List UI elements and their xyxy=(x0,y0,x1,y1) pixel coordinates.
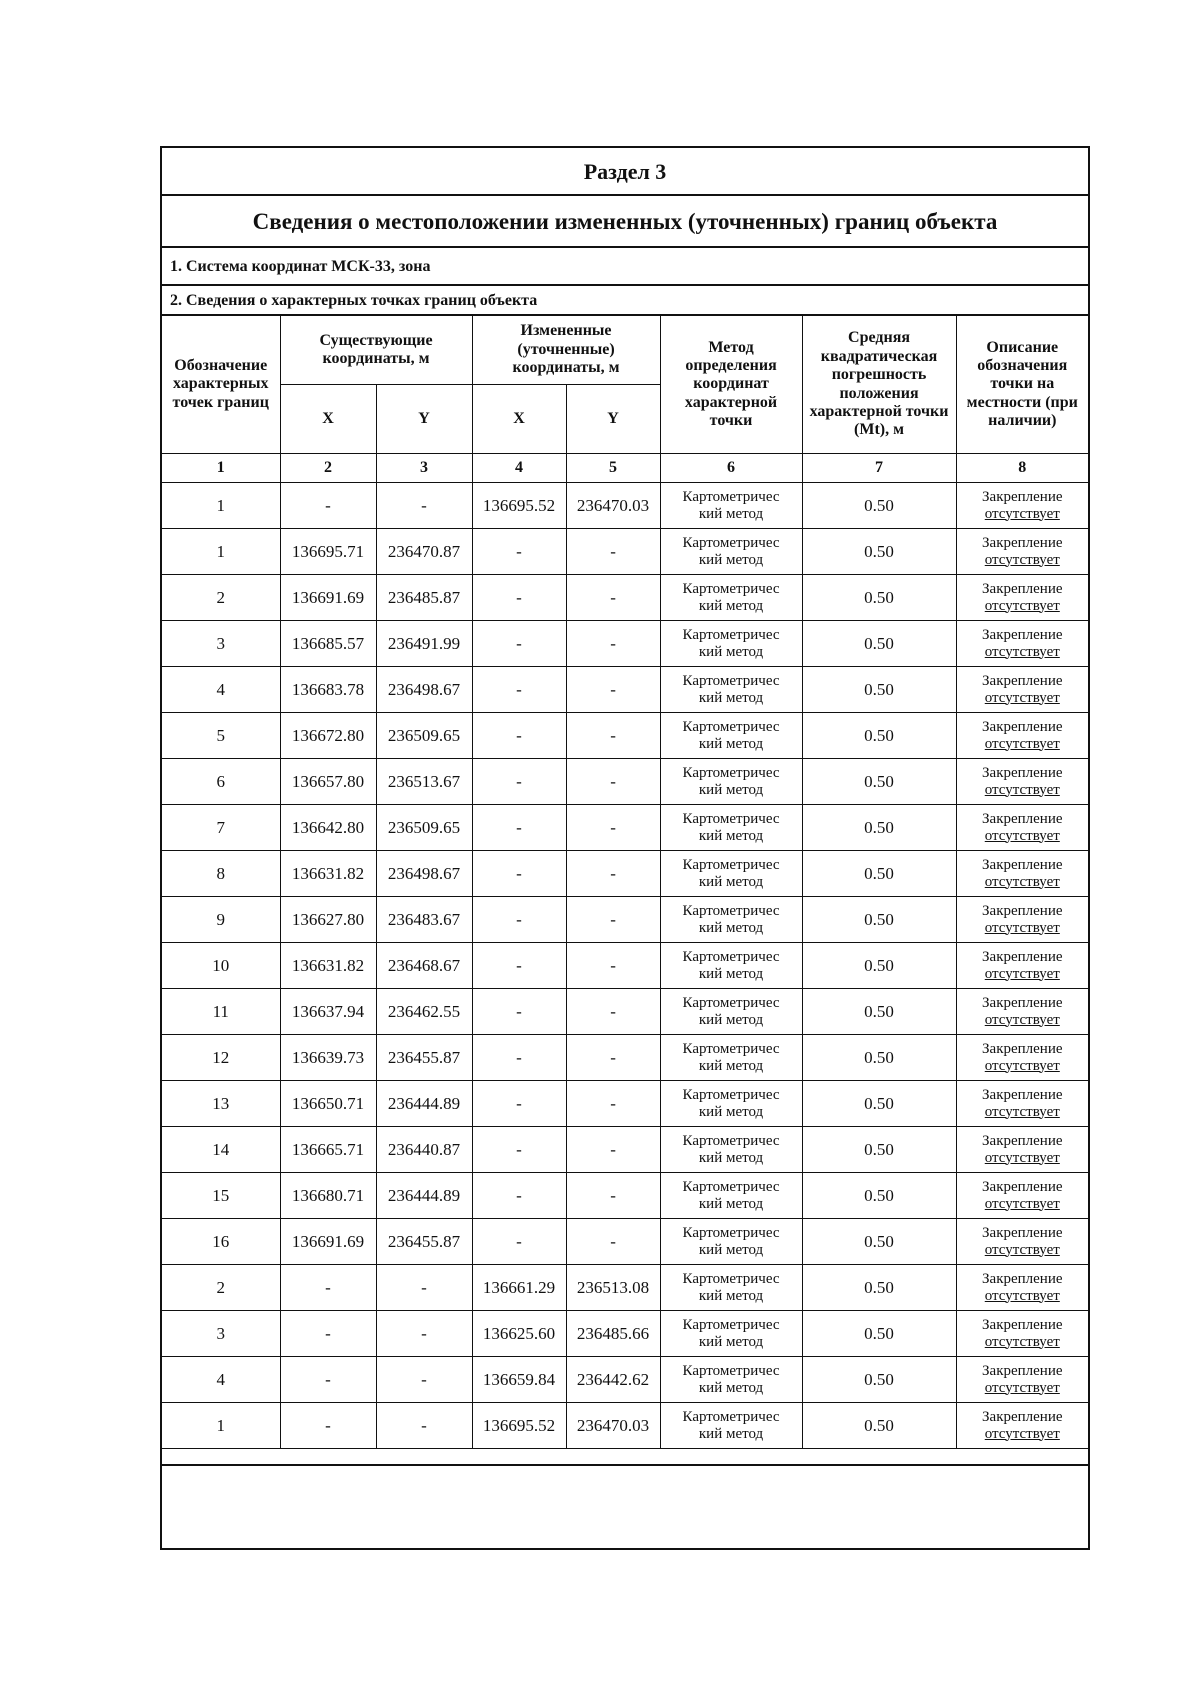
method-line-2: кий метод xyxy=(698,1425,764,1442)
changed-x-cell: 136695.52 xyxy=(472,483,566,529)
existing-x-cell: 136637.94 xyxy=(280,989,376,1035)
existing-y-cell: - xyxy=(376,1403,472,1449)
description-line-1: Закрепление xyxy=(982,765,1063,781)
method-line-2: кий метод xyxy=(698,965,764,982)
method-line-2: кий метод xyxy=(698,735,764,752)
existing-x-cell: 136650.71 xyxy=(280,1081,376,1127)
error-cell: 0.50 xyxy=(802,1127,956,1173)
table-row xyxy=(162,621,1088,667)
section-title: Раздел 3 xyxy=(162,148,1088,196)
method-line-2: кий метод xyxy=(698,1333,764,1350)
header-changed-y: Y xyxy=(566,385,660,454)
method-line-2: кий метод xyxy=(698,827,764,844)
changed-x-cell: 136695.52 xyxy=(472,1403,566,1449)
description-cell xyxy=(956,1081,1088,1127)
description-line-1: Закрепление xyxy=(982,673,1063,689)
method-line-2: кий метод xyxy=(698,551,764,568)
description-line-2: отсутствует xyxy=(984,643,1060,660)
point-designation-cell: 15 xyxy=(162,1173,280,1219)
changed-y-cell: - xyxy=(566,989,660,1035)
method-line-2: кий метод xyxy=(698,919,764,936)
description-cell xyxy=(956,759,1088,805)
description-cell xyxy=(956,1219,1088,1265)
table-row xyxy=(162,1035,1088,1081)
description-cell xyxy=(956,1265,1088,1311)
table-row xyxy=(162,1173,1088,1219)
table-row xyxy=(162,1311,1088,1357)
method-line-1: Картометричес xyxy=(682,1179,780,1195)
section-subtitle: Сведения о местоположении измененных (уточненных) границ объекта xyxy=(162,196,1088,248)
table-row xyxy=(162,759,1088,805)
changed-y-cell: 236485.66 xyxy=(566,1311,660,1357)
existing-y-cell: 236491.99 xyxy=(376,621,472,667)
table-row xyxy=(162,575,1088,621)
changed-y-cell: 236470.03 xyxy=(566,483,660,529)
method-line-2: кий метод xyxy=(698,1379,764,1396)
changed-x-cell: - xyxy=(472,713,566,759)
method-line-1: Картометричес xyxy=(682,857,780,873)
description-cell xyxy=(956,1403,1088,1449)
method-line-1: Картометричес xyxy=(682,719,780,735)
existing-y-cell: 236468.67 xyxy=(376,943,472,989)
changed-y-cell: - xyxy=(566,943,660,989)
existing-x-cell: 136683.78 xyxy=(280,667,376,713)
table-row xyxy=(162,1265,1088,1311)
method-line-1: Картометричес xyxy=(682,765,780,781)
method-line-1: Картометричес xyxy=(682,1225,780,1241)
description-line-1: Закрепление xyxy=(982,995,1063,1011)
description-line-2: отсутствует xyxy=(984,1149,1060,1166)
description-line-2: отсутствует xyxy=(984,1057,1060,1074)
description-cell xyxy=(956,713,1088,759)
method-cell xyxy=(660,1173,802,1219)
description-line-2: отсутствует xyxy=(984,1379,1060,1396)
changed-y-cell: - xyxy=(566,529,660,575)
method-line-1: Картометричес xyxy=(682,811,780,827)
method-cell xyxy=(660,1081,802,1127)
existing-x-cell: 136631.82 xyxy=(280,851,376,897)
changed-x-cell: - xyxy=(472,943,566,989)
existing-x-cell: 136672.80 xyxy=(280,713,376,759)
changed-y-cell: - xyxy=(566,805,660,851)
existing-y-cell: - xyxy=(376,1357,472,1403)
method-cell xyxy=(660,943,802,989)
description-cell xyxy=(956,529,1088,575)
existing-x-cell: 136691.69 xyxy=(280,1219,376,1265)
method-cell xyxy=(660,1035,802,1081)
method-cell xyxy=(660,759,802,805)
description-line-2: отсутствует xyxy=(984,873,1060,890)
existing-y-cell: 236513.67 xyxy=(376,759,472,805)
existing-y-cell: 236444.89 xyxy=(376,1173,472,1219)
changed-y-cell: - xyxy=(566,1035,660,1081)
method-line-1: Картометричес xyxy=(682,673,780,689)
header-existing-coords: Существующие координаты, м xyxy=(280,316,472,385)
point-designation-cell: 4 xyxy=(162,667,280,713)
description-line-1: Закрепление xyxy=(982,1087,1063,1103)
description-line-2: отсутствует xyxy=(984,827,1060,844)
error-cell: 0.50 xyxy=(802,989,956,1035)
method-line-2: кий метод xyxy=(698,873,764,890)
table-row xyxy=(162,667,1088,713)
method-cell xyxy=(660,989,802,1035)
method-line-2: кий метод xyxy=(698,1287,764,1304)
column-number: 5 xyxy=(566,454,660,483)
error-cell: 0.50 xyxy=(802,1035,956,1081)
existing-x-cell: - xyxy=(280,1265,376,1311)
method-line-1: Картометричес xyxy=(682,949,780,965)
description-line-2: отсутствует xyxy=(984,1103,1060,1120)
description-cell xyxy=(956,1311,1088,1357)
method-line-1: Картометричес xyxy=(682,995,780,1011)
changed-y-cell: - xyxy=(566,1219,660,1265)
error-cell: 0.50 xyxy=(802,529,956,575)
method-line-2: кий метод xyxy=(698,1241,764,1258)
error-cell: 0.50 xyxy=(802,1403,956,1449)
error-cell: 0.50 xyxy=(802,621,956,667)
existing-y-cell: 236509.65 xyxy=(376,805,472,851)
error-cell: 0.50 xyxy=(802,1081,956,1127)
existing-y-cell: 236509.65 xyxy=(376,713,472,759)
description-line-1: Закрепление xyxy=(982,1041,1063,1057)
error-cell: 0.50 xyxy=(802,483,956,529)
existing-x-cell: - xyxy=(280,1357,376,1403)
existing-x-cell: 136680.71 xyxy=(280,1173,376,1219)
method-line-1: Картометричес xyxy=(682,1041,780,1057)
description-line-2: отсутствует xyxy=(984,919,1060,936)
changed-x-cell: - xyxy=(472,989,566,1035)
existing-y-cell: 236498.67 xyxy=(376,851,472,897)
method-cell xyxy=(660,621,802,667)
header-changed-x: X xyxy=(472,385,566,454)
existing-x-cell: 136639.73 xyxy=(280,1035,376,1081)
description-line-1: Закрепление xyxy=(982,1409,1063,1425)
coordinate-system-line: 1. Система координат МСК-33, зона xyxy=(162,248,1088,286)
description-cell xyxy=(956,805,1088,851)
header-changed-coords: Измененные (уточненные) координаты, м xyxy=(472,316,660,385)
existing-y-cell: 236444.89 xyxy=(376,1081,472,1127)
method-cell xyxy=(660,897,802,943)
description-cell xyxy=(956,621,1088,667)
point-designation-cell: 1 xyxy=(162,529,280,575)
method-cell xyxy=(660,667,802,713)
error-cell: 0.50 xyxy=(802,759,956,805)
point-designation-cell: 11 xyxy=(162,989,280,1035)
header-existing-x: X xyxy=(280,385,376,454)
table-row xyxy=(162,1219,1088,1265)
description-cell xyxy=(956,1035,1088,1081)
column-number: 7 xyxy=(802,454,956,483)
table-row xyxy=(162,805,1088,851)
method-line-2: кий метод xyxy=(698,1149,764,1166)
error-cell: 0.50 xyxy=(802,1265,956,1311)
table-row xyxy=(162,483,1088,529)
point-designation-cell: 10 xyxy=(162,943,280,989)
existing-y-cell: - xyxy=(376,1265,472,1311)
point-designation-cell: 12 xyxy=(162,1035,280,1081)
changed-y-cell: - xyxy=(566,1081,660,1127)
changed-y-cell: - xyxy=(566,713,660,759)
points-table-body xyxy=(162,483,1088,1449)
method-cell xyxy=(660,1403,802,1449)
changed-x-cell: - xyxy=(472,1173,566,1219)
method-line-2: кий метод xyxy=(698,1103,764,1120)
changed-x-cell: - xyxy=(472,759,566,805)
description-cell xyxy=(956,1127,1088,1173)
description-line-1: Закрепление xyxy=(982,1363,1063,1379)
method-line-1: Картометричес xyxy=(682,581,780,597)
changed-x-cell: - xyxy=(472,621,566,667)
existing-y-cell: 236440.87 xyxy=(376,1127,472,1173)
point-designation-cell: 1 xyxy=(162,1403,280,1449)
point-designation-cell: 3 xyxy=(162,1311,280,1357)
header-method: Метод определения координат характерной точки xyxy=(660,316,802,454)
method-line-2: кий метод xyxy=(698,643,764,660)
changed-y-cell: - xyxy=(566,575,660,621)
description-cell xyxy=(956,943,1088,989)
existing-y-cell: 236455.87 xyxy=(376,1219,472,1265)
point-designation-cell: 1 xyxy=(162,483,280,529)
changed-y-cell: - xyxy=(566,621,660,667)
point-designation-cell: 14 xyxy=(162,1127,280,1173)
method-cell xyxy=(660,851,802,897)
description-line-1: Закрепление xyxy=(982,1271,1063,1287)
description-line-1: Закрепление xyxy=(982,903,1063,919)
changed-y-cell: - xyxy=(566,1173,660,1219)
changed-x-cell: - xyxy=(472,575,566,621)
points-caption: 2. Сведения о характерных точках границ объекта xyxy=(162,286,1088,316)
header-error: Средняя квадратическая погрешность положения характерной точки (Mt), м xyxy=(802,316,956,454)
point-designation-cell: 3 xyxy=(162,621,280,667)
existing-x-cell: 136665.71 xyxy=(280,1127,376,1173)
error-cell: 0.50 xyxy=(802,897,956,943)
description-line-2: отсутствует xyxy=(984,1287,1060,1304)
table-row xyxy=(162,529,1088,575)
description-line-2: отсутствует xyxy=(984,597,1060,614)
existing-y-cell: 236485.87 xyxy=(376,575,472,621)
existing-y-cell: 236455.87 xyxy=(376,1035,472,1081)
description-line-1: Закрепление xyxy=(982,1317,1063,1333)
existing-y-cell: 236498.67 xyxy=(376,667,472,713)
changed-y-cell: - xyxy=(566,667,660,713)
method-cell xyxy=(660,713,802,759)
point-designation-cell: 8 xyxy=(162,851,280,897)
description-line-2: отсутствует xyxy=(984,1195,1060,1212)
changed-x-cell: - xyxy=(472,805,566,851)
method-line-2: кий метод xyxy=(698,1057,764,1074)
description-line-1: Закрепление xyxy=(982,1225,1063,1241)
error-cell: 0.50 xyxy=(802,943,956,989)
changed-x-cell: - xyxy=(472,897,566,943)
method-line-1: Картометричес xyxy=(682,627,780,643)
method-line-1: Картометричес xyxy=(682,535,780,551)
error-cell: 0.50 xyxy=(802,1173,956,1219)
point-designation-cell: 7 xyxy=(162,805,280,851)
existing-x-cell: 136685.57 xyxy=(280,621,376,667)
table-row xyxy=(162,1127,1088,1173)
method-line-1: Картометричес xyxy=(682,1133,780,1149)
description-cell xyxy=(956,897,1088,943)
error-cell: 0.50 xyxy=(802,667,956,713)
description-cell xyxy=(956,483,1088,529)
description-line-2: отсутствует xyxy=(984,1011,1060,1028)
point-designation-cell: 4 xyxy=(162,1357,280,1403)
method-line-2: кий метод xyxy=(698,1195,764,1212)
method-line-1: Картометричес xyxy=(682,1087,780,1103)
document-sheet xyxy=(160,146,1090,1550)
method-cell xyxy=(660,1357,802,1403)
error-cell: 0.50 xyxy=(802,805,956,851)
error-cell: 0.50 xyxy=(802,575,956,621)
method-line-1: Картометричес xyxy=(682,1317,780,1333)
method-line-1: Картометричес xyxy=(682,1363,780,1379)
method-cell xyxy=(660,575,802,621)
changed-y-cell: - xyxy=(566,759,660,805)
method-cell xyxy=(660,1265,802,1311)
characteristic-points-table xyxy=(162,316,1088,1449)
existing-y-cell: 236462.55 xyxy=(376,989,472,1035)
table-row xyxy=(162,897,1088,943)
existing-x-cell: 136695.71 xyxy=(280,529,376,575)
column-number: 1 xyxy=(162,454,280,483)
method-cell xyxy=(660,529,802,575)
method-cell xyxy=(660,805,802,851)
method-line-2: кий метод xyxy=(698,781,764,798)
method-line-1: Картометричес xyxy=(682,1409,780,1425)
table-row xyxy=(162,1357,1088,1403)
existing-x-cell: 136691.69 xyxy=(280,575,376,621)
point-designation-cell: 16 xyxy=(162,1219,280,1265)
description-cell xyxy=(956,851,1088,897)
column-number: 6 xyxy=(660,454,802,483)
existing-x-cell: - xyxy=(280,483,376,529)
error-cell: 0.50 xyxy=(802,713,956,759)
column-number: 8 xyxy=(956,454,1088,483)
changed-x-cell: - xyxy=(472,667,566,713)
method-line-1: Картометричес xyxy=(682,903,780,919)
description-line-1: Закрепление xyxy=(982,627,1063,643)
changed-x-cell: - xyxy=(472,851,566,897)
header-designation: Обозначение характерных точек границ xyxy=(162,316,280,454)
description-line-1: Закрепление xyxy=(982,535,1063,551)
description-line-2: отсутствует xyxy=(984,1241,1060,1258)
point-designation-cell: 13 xyxy=(162,1081,280,1127)
changed-y-cell: - xyxy=(566,1127,660,1173)
description-line-1: Закрепление xyxy=(982,719,1063,735)
method-line-1: Картометричес xyxy=(682,489,780,505)
changed-y-cell: 236442.62 xyxy=(566,1357,660,1403)
method-line-1: Картометричес xyxy=(682,1271,780,1287)
description-cell xyxy=(956,667,1088,713)
existing-x-cell: 136657.80 xyxy=(280,759,376,805)
description-line-1: Закрепление xyxy=(982,489,1063,505)
header-existing-y: Y xyxy=(376,385,472,454)
table-row xyxy=(162,989,1088,1035)
changed-x-cell: - xyxy=(472,1035,566,1081)
error-cell: 0.50 xyxy=(802,1311,956,1357)
method-cell xyxy=(660,1127,802,1173)
column-number: 3 xyxy=(376,454,472,483)
description-line-2: отсутствует xyxy=(984,1333,1060,1350)
existing-y-cell: 236483.67 xyxy=(376,897,472,943)
error-cell: 0.50 xyxy=(802,1219,956,1265)
method-line-2: кий метод xyxy=(698,505,764,522)
changed-x-cell: - xyxy=(472,1127,566,1173)
method-cell xyxy=(660,1311,802,1357)
changed-x-cell: 136625.60 xyxy=(472,1311,566,1357)
changed-y-cell: 236513.08 xyxy=(566,1265,660,1311)
description-line-1: Закрепление xyxy=(982,1133,1063,1149)
description-cell xyxy=(956,1173,1088,1219)
table-row xyxy=(162,851,1088,897)
existing-y-cell: 236470.87 xyxy=(376,529,472,575)
existing-y-cell: - xyxy=(376,483,472,529)
point-designation-cell: 2 xyxy=(162,575,280,621)
description-line-2: отсутствует xyxy=(984,551,1060,568)
existing-x-cell: - xyxy=(280,1403,376,1449)
changed-y-cell: 236470.03 xyxy=(566,1403,660,1449)
existing-y-cell: - xyxy=(376,1311,472,1357)
description-line-2: отсутствует xyxy=(984,689,1060,706)
method-line-2: кий метод xyxy=(698,1011,764,1028)
method-line-2: кий метод xyxy=(698,597,764,614)
table-row xyxy=(162,1081,1088,1127)
existing-x-cell: - xyxy=(280,1311,376,1357)
column-number: 2 xyxy=(280,454,376,483)
changed-x-cell: - xyxy=(472,1081,566,1127)
description-line-2: отсутствует xyxy=(984,781,1060,798)
table-row xyxy=(162,943,1088,989)
existing-x-cell: 136642.80 xyxy=(280,805,376,851)
changed-x-cell: - xyxy=(472,529,566,575)
method-cell xyxy=(660,1219,802,1265)
changed-y-cell: - xyxy=(566,851,660,897)
table-row xyxy=(162,1403,1088,1449)
column-number: 4 xyxy=(472,454,566,483)
changed-y-cell: - xyxy=(566,897,660,943)
header-description: Описание обозначения точки на местности (при наличии) xyxy=(956,316,1088,454)
description-cell xyxy=(956,989,1088,1035)
description-line-1: Закрепление xyxy=(982,1179,1063,1195)
description-line-2: отсутствует xyxy=(984,505,1060,522)
existing-x-cell: 136631.82 xyxy=(280,943,376,989)
point-designation-cell: 9 xyxy=(162,897,280,943)
table-row xyxy=(162,713,1088,759)
description-line-2: отсутствует xyxy=(984,1425,1060,1442)
description-cell xyxy=(956,575,1088,621)
changed-x-cell: 136659.84 xyxy=(472,1357,566,1403)
point-designation-cell: 5 xyxy=(162,713,280,759)
existing-x-cell: 136627.80 xyxy=(280,897,376,943)
changed-x-cell: 136661.29 xyxy=(472,1265,566,1311)
changed-x-cell: - xyxy=(472,1219,566,1265)
description-line-2: отсутствует xyxy=(984,965,1060,982)
method-line-2: кий метод xyxy=(698,689,764,706)
description-line-1: Закрепление xyxy=(982,811,1063,827)
description-line-1: Закрепление xyxy=(982,949,1063,965)
description-line-2: отсутствует xyxy=(984,735,1060,752)
description-line-1: Закрепление xyxy=(982,581,1063,597)
error-cell: 0.50 xyxy=(802,1357,956,1403)
description-cell xyxy=(956,1357,1088,1403)
method-cell xyxy=(660,483,802,529)
point-designation-cell: 6 xyxy=(162,759,280,805)
sheet-footer-blank xyxy=(162,1464,1088,1548)
point-designation-cell: 2 xyxy=(162,1265,280,1311)
error-cell: 0.50 xyxy=(802,851,956,897)
description-line-1: Закрепление xyxy=(982,857,1063,873)
